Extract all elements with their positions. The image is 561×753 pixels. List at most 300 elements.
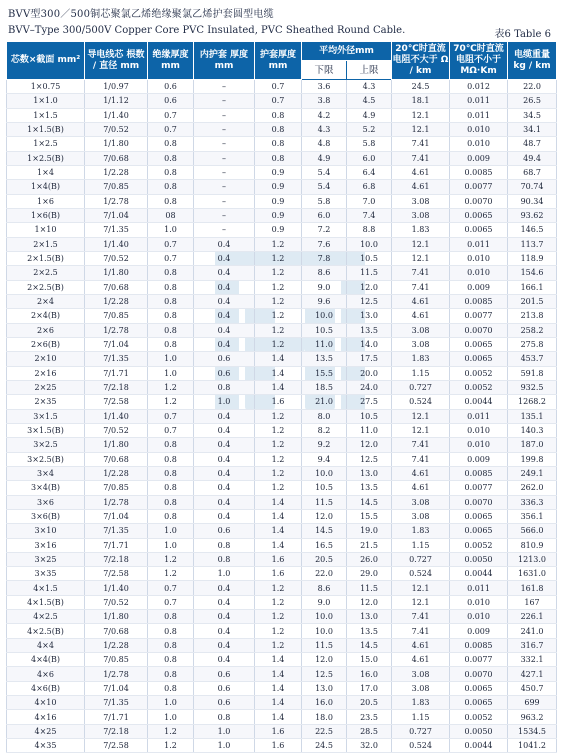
cell-resistance-70c: 0.0065 (450, 509, 508, 523)
cell-insulation: 0.8 (148, 294, 194, 308)
cell-insulation: 0.6 (148, 94, 194, 108)
cell-conductor: 1/2.78 (85, 194, 148, 208)
cell-inner-sheath: – (194, 180, 255, 194)
cell-sheath: 1.4 (255, 380, 302, 394)
cell-inner-sheath: 0.6 (194, 667, 255, 681)
cell-diameter-min: 15.5 (302, 366, 347, 380)
cell-diameter-max: 23.5 (347, 710, 392, 724)
table-row (7, 595, 557, 609)
header-avg-outer-diameter: 平均外径mm (302, 42, 392, 61)
cell-weight: 1213.0 (508, 552, 557, 566)
header-cable-weight: 电缆重量 kg / km (508, 42, 557, 80)
cell-diameter-min: 11.0 (302, 337, 347, 351)
cell-inner-sheath: – (194, 94, 255, 108)
cell-diameter-max: 5.2 (347, 122, 392, 136)
cell-cores-section: 3×4(B) (7, 481, 85, 495)
cell-resistance-20c: 4.61 (392, 180, 450, 194)
cell-inner-sheath: – (194, 108, 255, 122)
cell-inner-sheath: 0.6 (194, 681, 255, 695)
cell-conductor: 7/1.35 (85, 352, 148, 366)
cell-diameter-max: 4.3 (347, 80, 392, 94)
cell-diameter-max: 17.5 (347, 352, 392, 366)
cell-weight: 336.3 (508, 495, 557, 509)
cell-conductor: 1/1.80 (85, 438, 148, 452)
cell-resistance-20c: 4.61 (392, 466, 450, 480)
cell-resistance-70c: 0.011 (450, 237, 508, 251)
cell-sheath: 1.4 (255, 653, 302, 667)
cell-insulation: 0.8 (148, 151, 194, 165)
cell-inner-sheath: 0.4 (194, 509, 255, 523)
cell-inner-sheath: 0.4 (194, 495, 255, 509)
cell-insulation: 0.8 (148, 438, 194, 452)
cell-diameter-max: 29.0 (347, 567, 392, 581)
cell-resistance-20c: 7.41 (392, 438, 450, 452)
cell-sheath: 0.8 (255, 137, 302, 151)
cell-cores-section: 3×10 (7, 524, 85, 538)
cell-conductor: 1/1.40 (85, 581, 148, 595)
cell-weight: 453.7 (508, 352, 557, 366)
cell-cores-section: 2×16 (7, 366, 85, 380)
cell-cores-section: 2×1.5 (7, 237, 85, 251)
cell-sheath: 1.4 (255, 696, 302, 710)
cell-resistance-20c: 18.1 (392, 94, 450, 108)
cell-resistance-70c: 0.010 (450, 251, 508, 265)
table-row (7, 266, 557, 280)
cell-weight: 450.7 (508, 681, 557, 695)
cell-inner-sheath: 0.4 (194, 638, 255, 652)
cell-weight: 249.1 (508, 466, 557, 480)
cell-conductor: 1/2.28 (85, 294, 148, 308)
cell-diameter-max: 6.0 (347, 151, 392, 165)
cell-sheath: 1.4 (255, 495, 302, 509)
cell-weight: 258.2 (508, 323, 557, 337)
cell-diameter-min: 12.0 (302, 509, 347, 523)
cell-diameter-min: 4.3 (302, 122, 347, 136)
cell-inner-sheath: 0.4 (194, 595, 255, 609)
cell-sheath: 1.2 (255, 610, 302, 624)
cell-insulation: 1.0 (148, 524, 194, 538)
cell-weight: 187.0 (508, 438, 557, 452)
cell-resistance-20c: 3.08 (392, 208, 450, 222)
cell-resistance-20c: 0.727 (392, 552, 450, 566)
cell-diameter-min: 7.8 (302, 251, 347, 265)
cell-resistance-20c: 7.41 (392, 452, 450, 466)
cell-diameter-min: 8.6 (302, 581, 347, 595)
table-row (7, 165, 557, 179)
table-row (7, 538, 557, 552)
cell-inner-sheath: 0.4 (194, 438, 255, 452)
table-row (7, 567, 557, 581)
table-body (7, 80, 557, 753)
cell-weight: 427.1 (508, 667, 557, 681)
cell-weight: 199.8 (508, 452, 557, 466)
table-row (7, 280, 557, 294)
cell-weight: 34.1 (508, 122, 557, 136)
cell-resistance-70c: 0.0070 (450, 194, 508, 208)
table-row (7, 180, 557, 194)
cell-diameter-min: 22.0 (302, 567, 347, 581)
cell-resistance-70c: 0.0070 (450, 667, 508, 681)
cell-conductor: 7/1.71 (85, 538, 148, 552)
cell-conductor: 7/2.58 (85, 395, 148, 409)
table-row (7, 509, 557, 523)
cell-cores-section: 1×1.0 (7, 94, 85, 108)
cell-conductor: 1/1.80 (85, 610, 148, 624)
table-row (7, 80, 557, 94)
cell-conductor: 1/1.80 (85, 266, 148, 280)
cell-cores-section: 1×1.5(B) (7, 122, 85, 136)
cell-conductor: 7/2.18 (85, 552, 148, 566)
cell-insulation: 0.8 (148, 180, 194, 194)
cell-cores-section: 2×1.5(B) (7, 251, 85, 265)
cell-cores-section: 4×25 (7, 724, 85, 738)
cell-inner-sheath: 0.4 (194, 237, 255, 251)
cell-conductor: 7/0.68 (85, 452, 148, 466)
cell-insulation: 1.0 (148, 223, 194, 237)
cell-diameter-max: 21.5 (347, 538, 392, 552)
cell-cores-section: 4×2.5 (7, 610, 85, 624)
cell-resistance-70c: 0.0065 (450, 223, 508, 237)
table-row (7, 466, 557, 480)
cell-diameter-min: 12.0 (302, 653, 347, 667)
cell-weight: 34.5 (508, 108, 557, 122)
cell-weight: 166.1 (508, 280, 557, 294)
cell-insulation: 1.0 (148, 710, 194, 724)
cell-sheath: 1.2 (255, 337, 302, 351)
title-chinese: BVV型300／500铜芯聚氯乙烯绝缘聚氯乙烯护套圆型电缆 (8, 9, 274, 20)
cell-resistance-20c: 7.41 (392, 624, 450, 638)
cell-cores-section: 4×16 (7, 710, 85, 724)
cell-resistance-70c: 0.0077 (450, 653, 508, 667)
table-row (7, 337, 557, 351)
cell-inner-sheath: 0.4 (194, 323, 255, 337)
cell-inner-sheath: – (194, 223, 255, 237)
cell-sheath: 1.6 (255, 724, 302, 738)
table-row (7, 638, 557, 652)
cell-resistance-70c: 0.011 (450, 94, 508, 108)
cell-cores-section: 1×2.5(B) (7, 151, 85, 165)
cell-resistance-20c: 3.08 (392, 667, 450, 681)
cell-inner-sheath: 0.4 (194, 581, 255, 595)
cell-resistance-70c: 0.0052 (450, 380, 508, 394)
cell-diameter-min: 24.5 (302, 739, 347, 753)
cell-sheath: 1.4 (255, 667, 302, 681)
cell-inner-sheath: – (194, 194, 255, 208)
cell-cores-section: 2×35 (7, 395, 85, 409)
cell-weight: 316.7 (508, 638, 557, 652)
cell-insulation: 0.7 (148, 409, 194, 423)
cell-insulation: 1.0 (148, 696, 194, 710)
cell-diameter-max: 7.0 (347, 194, 392, 208)
cell-weight: 93.62 (508, 208, 557, 222)
cell-weight: 226.1 (508, 610, 557, 624)
cell-conductor: 7/2.18 (85, 380, 148, 394)
cell-sheath: 0.7 (255, 94, 302, 108)
cell-inner-sheath: 0.4 (194, 409, 255, 423)
cell-diameter-min: 6.0 (302, 208, 347, 222)
cell-cores-section: 4×1.5(B) (7, 595, 85, 609)
cell-sheath: 1.6 (255, 567, 302, 581)
cell-sheath: 1.6 (255, 739, 302, 753)
cell-sheath: 1.2 (255, 624, 302, 638)
table-row (7, 552, 557, 566)
cell-resistance-20c: 12.1 (392, 237, 450, 251)
cell-insulation: 0.8 (148, 309, 194, 323)
cell-diameter-min: 16.5 (302, 538, 347, 552)
cell-weight: 22.0 (508, 80, 557, 94)
cell-insulation: 0.7 (148, 108, 194, 122)
cell-sheath: 1.4 (255, 681, 302, 695)
cell-inner-sheath: 0.4 (194, 423, 255, 437)
cell-sheath: 1.2 (255, 581, 302, 595)
cell-resistance-70c: 0.009 (450, 624, 508, 638)
cell-resistance-70c: 0.010 (450, 266, 508, 280)
table-row (7, 409, 557, 423)
cell-resistance-20c: 1.83 (392, 696, 450, 710)
table-row (7, 237, 557, 251)
cell-diameter-max: 20.0 (347, 366, 392, 380)
cell-diameter-max: 8.8 (347, 223, 392, 237)
cell-diameter-max: 10.5 (347, 409, 392, 423)
cell-diameter-max: 14.5 (347, 638, 392, 652)
cell-inner-sheath: 0.8 (194, 380, 255, 394)
cell-resistance-20c: 4.61 (392, 481, 450, 495)
cell-inner-sheath: 0.4 (194, 337, 255, 351)
cell-cores-section: 1×4(B) (7, 180, 85, 194)
cell-conductor: 1/2.28 (85, 165, 148, 179)
cell-sheath: 1.2 (255, 595, 302, 609)
cell-conductor: 7/2.58 (85, 739, 148, 753)
cell-resistance-20c: 12.1 (392, 581, 450, 595)
cell-resistance-20c: 7.41 (392, 137, 450, 151)
header-resistance-20c: 20℃时直流 电阻不大于 Ω / km (392, 42, 450, 80)
table-header (7, 42, 557, 80)
cell-resistance-70c: 0.0077 (450, 481, 508, 495)
cell-diameter-max: 32.0 (347, 739, 392, 753)
cell-weight: 201.5 (508, 294, 557, 308)
cell-diameter-max: 11.0 (347, 423, 392, 437)
cell-diameter-max: 13.5 (347, 624, 392, 638)
cell-conductor: 7/0.52 (85, 122, 148, 136)
table-row (7, 710, 557, 724)
cell-insulation: 0.7 (148, 423, 194, 437)
cell-inner-sheath: 0.8 (194, 552, 255, 566)
cell-weight: 356.1 (508, 509, 557, 523)
cell-weight: 1041.2 (508, 739, 557, 753)
cell-sheath: 1.2 (255, 466, 302, 480)
cell-inner-sheath: 1.0 (194, 395, 255, 409)
cell-conductor: 7/1.71 (85, 366, 148, 380)
cell-diameter-max: 13.0 (347, 610, 392, 624)
cell-resistance-20c: 1.15 (392, 366, 450, 380)
cell-diameter-min: 5.4 (302, 165, 347, 179)
table-row (7, 724, 557, 738)
table-row (7, 696, 557, 710)
cell-diameter-max: 7.4 (347, 208, 392, 222)
cell-resistance-70c: 0.0085 (450, 466, 508, 480)
cell-diameter-max: 6.4 (347, 165, 392, 179)
cell-cores-section: 4×10 (7, 696, 85, 710)
cell-resistance-20c: 1.83 (392, 223, 450, 237)
cell-conductor: 7/0.68 (85, 151, 148, 165)
cell-conductor: 7/2.58 (85, 567, 148, 581)
cell-inner-sheath: 0.4 (194, 653, 255, 667)
cell-insulation: 0.8 (148, 337, 194, 351)
cell-resistance-70c: 0.0044 (450, 567, 508, 581)
cell-insulation: 0.8 (148, 638, 194, 652)
table-row (7, 352, 557, 366)
cell-resistance-20c: 4.61 (392, 165, 450, 179)
cell-conductor: 7/1.71 (85, 710, 148, 724)
cell-resistance-70c: 0.010 (450, 137, 508, 151)
cell-diameter-max: 4.5 (347, 94, 392, 108)
cell-sheath: 0.9 (255, 180, 302, 194)
cell-resistance-70c: 0.0077 (450, 180, 508, 194)
cell-cores-section: 3×6(B) (7, 509, 85, 523)
cell-resistance-20c: 12.1 (392, 251, 450, 265)
cell-weight: 1631.0 (508, 567, 557, 581)
cell-conductor: 7/0.85 (85, 180, 148, 194)
cell-cores-section: 2×25 (7, 380, 85, 394)
cell-diameter-min: 5.8 (302, 194, 347, 208)
cell-insulation: 1.2 (148, 552, 194, 566)
cell-diameter-max: 4.9 (347, 108, 392, 122)
cell-resistance-20c: 4.61 (392, 294, 450, 308)
cell-resistance-20c: 12.1 (392, 108, 450, 122)
cell-diameter-max: 10.0 (347, 237, 392, 251)
cell-insulation: 0.8 (148, 194, 194, 208)
cell-weight: 332.1 (508, 653, 557, 667)
cell-resistance-70c: 0.010 (450, 423, 508, 437)
cell-cores-section: 1×10 (7, 223, 85, 237)
cell-insulation: 0.8 (148, 481, 194, 495)
cell-resistance-20c: 1.15 (392, 710, 450, 724)
cell-resistance-70c: 0.0065 (450, 696, 508, 710)
cell-resistance-70c: 0.0070 (450, 323, 508, 337)
header-upper-limit: 上限 (347, 61, 392, 80)
cell-sheath: 0.8 (255, 122, 302, 136)
cell-conductor: 7/0.52 (85, 423, 148, 437)
cell-cores-section: 2×6 (7, 323, 85, 337)
cell-cores-section: 1×6(B) (7, 208, 85, 222)
cell-insulation: 0.8 (148, 165, 194, 179)
cell-conductor: 1/1.80 (85, 137, 148, 151)
cell-weight: 48.7 (508, 137, 557, 151)
cell-diameter-min: 4.9 (302, 151, 347, 165)
cell-diameter-min: 18.5 (302, 380, 347, 394)
cell-weight: 963.2 (508, 710, 557, 724)
cell-diameter-max: 17.0 (347, 681, 392, 695)
table-row (7, 294, 557, 308)
table-row (7, 137, 557, 151)
cell-diameter-min: 14.5 (302, 524, 347, 538)
cell-insulation: 0.6 (148, 80, 194, 94)
table-row (7, 208, 557, 222)
cell-diameter-min: 10.5 (302, 481, 347, 495)
table-row (7, 681, 557, 695)
cell-conductor: 1/1.40 (85, 108, 148, 122)
cell-sheath: 0.9 (255, 208, 302, 222)
header-lower-limit: 下限 (302, 61, 347, 80)
cell-insulation: 1.2 (148, 739, 194, 753)
cell-conductor: 1/1.12 (85, 94, 148, 108)
table-row (7, 610, 557, 624)
cell-insulation: 0.7 (148, 595, 194, 609)
cell-resistance-70c: 0.0070 (450, 495, 508, 509)
cell-sheath: 1.2 (255, 309, 302, 323)
cell-conductor: 7/1.04 (85, 509, 148, 523)
cell-resistance-70c: 0.009 (450, 452, 508, 466)
cell-conductor: 1/2.28 (85, 466, 148, 480)
cell-insulation: 1.2 (148, 724, 194, 738)
cell-insulation: 0.7 (148, 122, 194, 136)
cell-resistance-20c: 0.524 (392, 567, 450, 581)
cell-insulation: 0.8 (148, 624, 194, 638)
cell-diameter-max: 12.0 (347, 280, 392, 294)
cell-resistance-70c: 0.011 (450, 108, 508, 122)
cell-diameter-min: 8.2 (302, 423, 347, 437)
cell-diameter-min: 9.2 (302, 438, 347, 452)
cell-inner-sheath: 1.0 (194, 724, 255, 738)
cell-insulation: 0.7 (148, 581, 194, 595)
table-row (7, 366, 557, 380)
cell-conductor: 7/0.52 (85, 251, 148, 265)
cell-resistance-20c: 3.08 (392, 681, 450, 695)
cell-insulation: 0.8 (148, 495, 194, 509)
cell-weight: 1534.5 (508, 724, 557, 738)
cable-spec-table (6, 41, 557, 753)
cell-conductor: 7/1.35 (85, 696, 148, 710)
cell-insulation: 0.8 (148, 610, 194, 624)
cell-insulation: 0.7 (148, 237, 194, 251)
table-row (7, 108, 557, 122)
cell-diameter-min: 5.4 (302, 180, 347, 194)
cell-resistance-70c: 0.011 (450, 409, 508, 423)
cell-diameter-max: 13.0 (347, 309, 392, 323)
cell-sheath: 1.6 (255, 552, 302, 566)
cell-cores-section: 2×4 (7, 294, 85, 308)
cell-diameter-min: 22.5 (302, 724, 347, 738)
document-header (4, 2, 557, 40)
cell-cores-section: 4×2.5(B) (7, 624, 85, 638)
cell-diameter-min: 8.0 (302, 409, 347, 423)
cell-cores-section: 3×1.5(B) (7, 423, 85, 437)
cell-cores-section: 2×6(B) (7, 337, 85, 351)
cell-resistance-20c: 7.41 (392, 151, 450, 165)
cell-diameter-min: 10.0 (302, 309, 347, 323)
cell-resistance-20c: 0.524 (392, 395, 450, 409)
cell-sheath: 1.4 (255, 352, 302, 366)
cell-resistance-20c: 4.61 (392, 309, 450, 323)
cell-weight: 68.7 (508, 165, 557, 179)
cell-resistance-20c: 7.41 (392, 610, 450, 624)
cell-sheath: 0.7 (255, 80, 302, 94)
cell-insulation: 0.8 (148, 280, 194, 294)
cell-cores-section: 1×2.5 (7, 137, 85, 151)
cell-resistance-20c: 7.41 (392, 266, 450, 280)
cell-cores-section: 3×2.5 (7, 438, 85, 452)
cell-resistance-20c: 0.727 (392, 380, 450, 394)
cell-weight: 90.34 (508, 194, 557, 208)
cell-sheath: 0.8 (255, 108, 302, 122)
cell-diameter-max: 16.0 (347, 667, 392, 681)
cell-conductor: 7/0.85 (85, 481, 148, 495)
cell-inner-sheath: 0.6 (194, 524, 255, 538)
cell-inner-sheath: 0.4 (194, 610, 255, 624)
cell-resistance-20c: 4.61 (392, 638, 450, 652)
cell-insulation: 0.8 (148, 266, 194, 280)
cell-sheath: 1.4 (255, 509, 302, 523)
